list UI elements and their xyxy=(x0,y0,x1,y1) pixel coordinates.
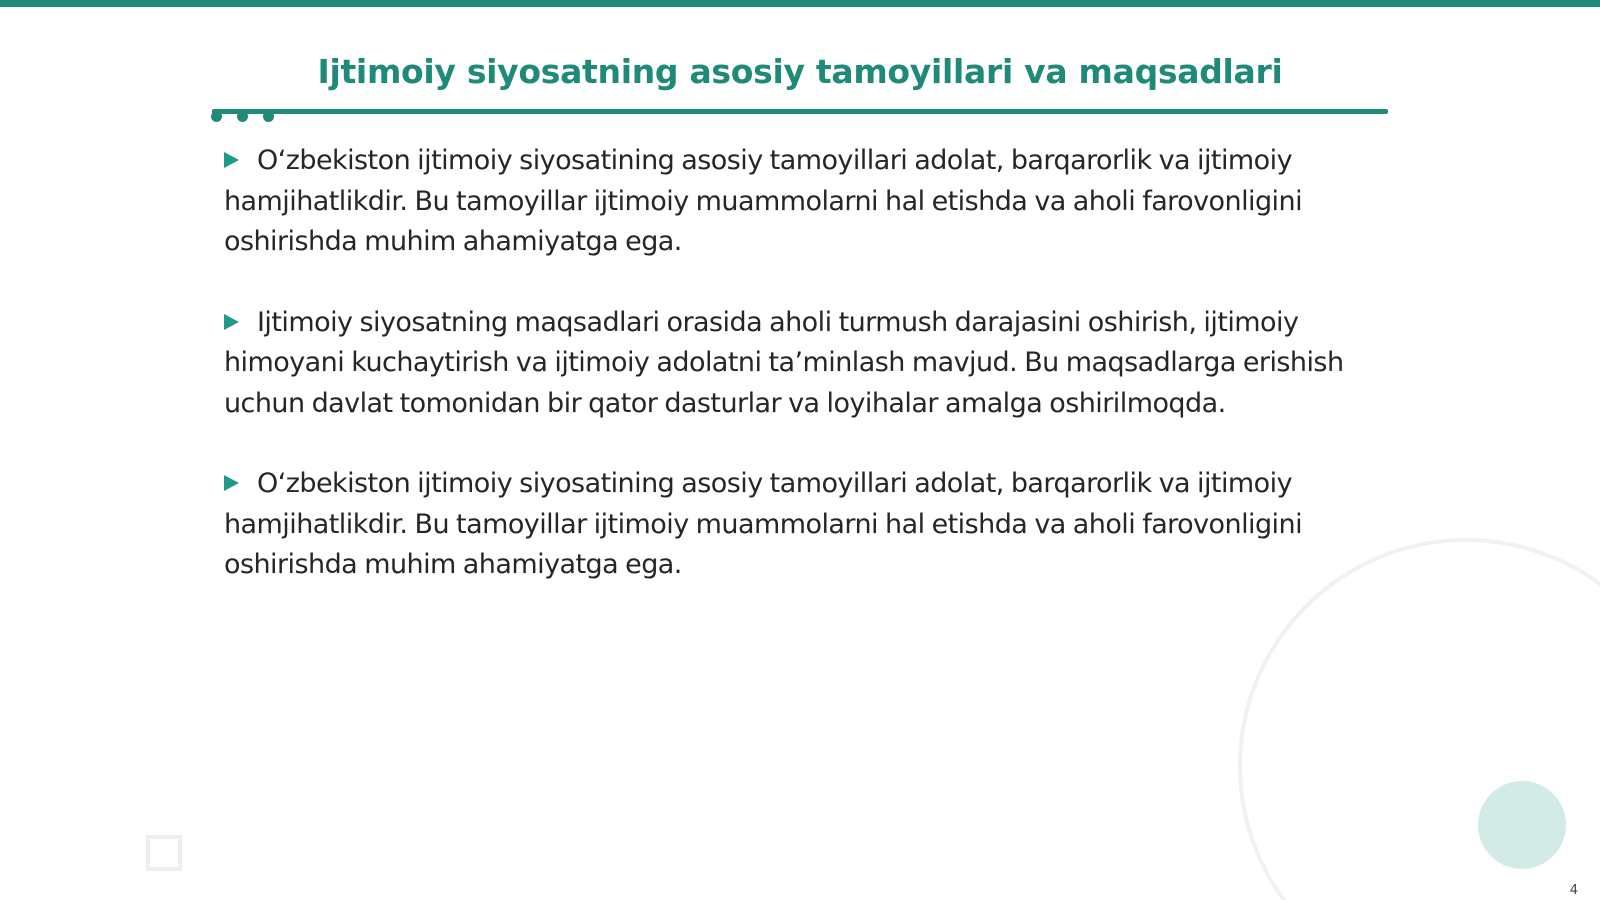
decor-dot xyxy=(211,111,222,122)
bullet-list xyxy=(224,141,1364,626)
triangle-right-icon xyxy=(224,314,239,330)
triangle-right-icon xyxy=(224,152,239,168)
top-accent-bar xyxy=(0,0,1600,7)
bullet-text: Ijtimoiy siyosatning maqsadlari orasida aholi turmush darajasini oshirish, ijtimoiy himoyani kuchaytirish va ijtimoiy adolatni ta’minlash mavjud. Bu maqsadlarga erishish uchun davlat tomonidan bir qator dasturlar va loyihalar amalga oshirilmoqda. xyxy=(224,306,1344,419)
title-underline xyxy=(212,109,1388,114)
decorative-circle xyxy=(1478,781,1566,869)
bullet-text: O‘zbekiston ijtimoiy siyosatining asosiy tamoyillari adolat, barqarorlik va ijtimoiy hamjihatlikdir. Bu tamoyillar ijtimoiy muammolarni hal etishda va aholi farovonligini oshirishda muhim ahamiyatga ega. xyxy=(224,145,1303,257)
slide-title: Ijtimoiy siyosatning asosiy tamoyillari va maqsadlari xyxy=(317,52,1283,91)
bullet-item xyxy=(224,464,1364,586)
page-number: 4 xyxy=(1569,883,1578,898)
decorative-square xyxy=(146,835,182,871)
decor-dot xyxy=(263,111,274,122)
bullet-item xyxy=(224,141,1364,263)
decor-dot xyxy=(237,111,248,122)
triangle-right-icon xyxy=(224,475,239,491)
bullet-text: O‘zbekiston ijtimoiy siyosatining asosiy tamoyillari adolat, barqarorlik va ijtimoiy hamjihatlikdir. Bu tamoyillar ijtimoiy muammolarni hal etishda va aholi farovonligini oshirishda muhim ahamiyatga ega. xyxy=(224,468,1303,580)
bullet-item xyxy=(224,303,1364,425)
